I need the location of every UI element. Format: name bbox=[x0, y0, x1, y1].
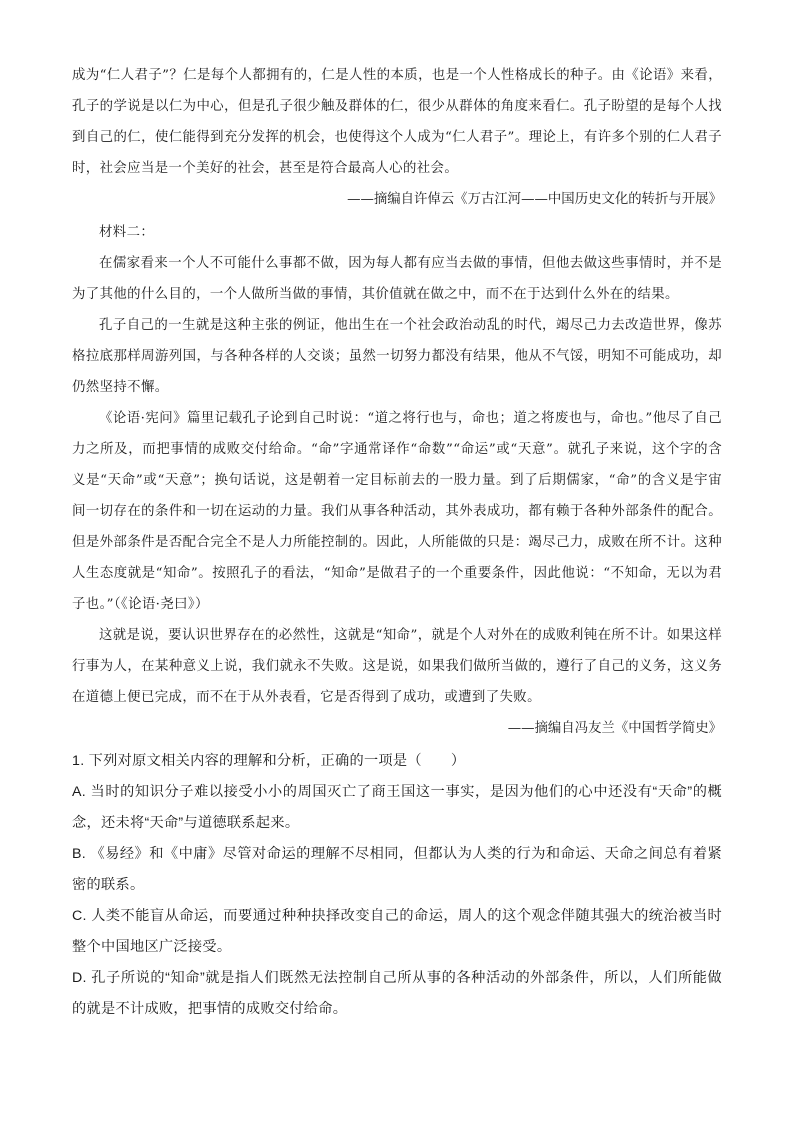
option-d[interactable]: D. 孔子所说的“知命”就是指人们既然无法控制自己所从事的各种活动的外部条件，所以，人们所能做的就是不计成败，把事情的成败交付给命。 bbox=[72, 970, 722, 1017]
material-2-paragraph-4: 这就是说，要认识世界存在的必然性，这就是“知命”，就是个人对外在的成败利钝在所不计。如果这样行事为人，在某种意义上说，我们就永不失败。这是说，如果我们做所当做的，遵行了自己的义务，这义务在道德上便已完成，而不在于从外表看，它是否得到了成功，或遭到了失败。 bbox=[72, 628, 722, 705]
option-b[interactable]: B. 《易经》和《中庸》尽管对命运的理解不尽相同，但都认为人类的行为和命运、天命之间总有着紧密的联系。 bbox=[72, 846, 722, 893]
material-2-label: 材料二： bbox=[99, 225, 155, 240]
source-citation-1: ——摘编自许倬云《万古江河——中国历史文化的转折与开展》 bbox=[347, 192, 722, 207]
option-c[interactable]: C. 人类不能盲从命运，而要通过种种抉择改变自己的命运，周人的这个观念伴随其强大的统治被当时整个中国地区广泛接受。 bbox=[72, 908, 722, 955]
passage-paragraph-continued: 成为“仁人君子”？仁是每个人都拥有的，仁是人性的本质，也是一个人性格成长的种子。由《论语》来看，孔子的学说是以仁为中心，但是孔子很少触及群体的仁，很少从群体的角度来看仁。孔子盼望的是每个人找到自己的仁，使仁能得到充分发挥的机会，也使得这个人成为“仁人君子”。理论上，有许多个别的仁人君子时，社会应当是一个美好的社会，甚至是符合最高人心的社会。 bbox=[72, 68, 722, 176]
material-2-paragraph-2: 孔子自己的一生就是这种主张的例证，他出生在一个社会政治动乱的时代，竭尽己力去改造世界，像苏格拉底那样周游列国，与各种各样的人交谈；虽然一切努力都没有结果，他从不气馁，明知不可能成功，却仍然坚持不懈。 bbox=[72, 318, 722, 395]
material-2-paragraph-3: 《论语·宪问》篇里记载孔子论到自己时说：“道之将行也与，命也；道之将废也与，命也。”他尽了自己力之所及，而把事情的成败交付给命。“命”字通常译作“命数”“命运”或“天意”。就孔子来说，这个字的含义是“天命”或“天意”；换句话说，这是朝着一定目标前去的一股力量。到了后期儒家，“命”的含义是宇宙间一切存在的条件和一切在运动的力量。我们从事各种活动，其外表成功，都有赖于各种外部条件的配合。但是外部条件是否配合完全不是人力所能控制的。因此，人所能做的只是：竭尽己力，成败在所不计。这种人生态度就是“知命”。按照孔子的看法，“知命”是做君子的一个重要条件，因此他说：“不知命，无以为君子也。”（《论语·尧曰》） bbox=[72, 411, 722, 612]
question-block bbox=[72, 746, 722, 1025]
option-a[interactable]: A. 当时的知识分子难以接受小小的周国灭亡了商王国这一事实，是因为他们的心中还没有“天命”的概念，还未将“天命”与道德联系起来。 bbox=[72, 784, 722, 831]
source-citation-2: ——摘编自冯友兰《中国哲学简史》 bbox=[507, 721, 722, 736]
question-stem: 1. 下列对原文相关内容的理解和分析，正确的一项是（ ） bbox=[72, 753, 466, 769]
document-page bbox=[72, 60, 722, 1025]
material-2-paragraph-1: 在儒家看来一个人不可能什么事都不做，因为每人都有应当去做的事情，但他去做这些事情时，并不是为了其他的什么目的，一个人做所当做的事情，其价值就在做之中，而不在于达到什么外在的结果。 bbox=[72, 256, 722, 302]
